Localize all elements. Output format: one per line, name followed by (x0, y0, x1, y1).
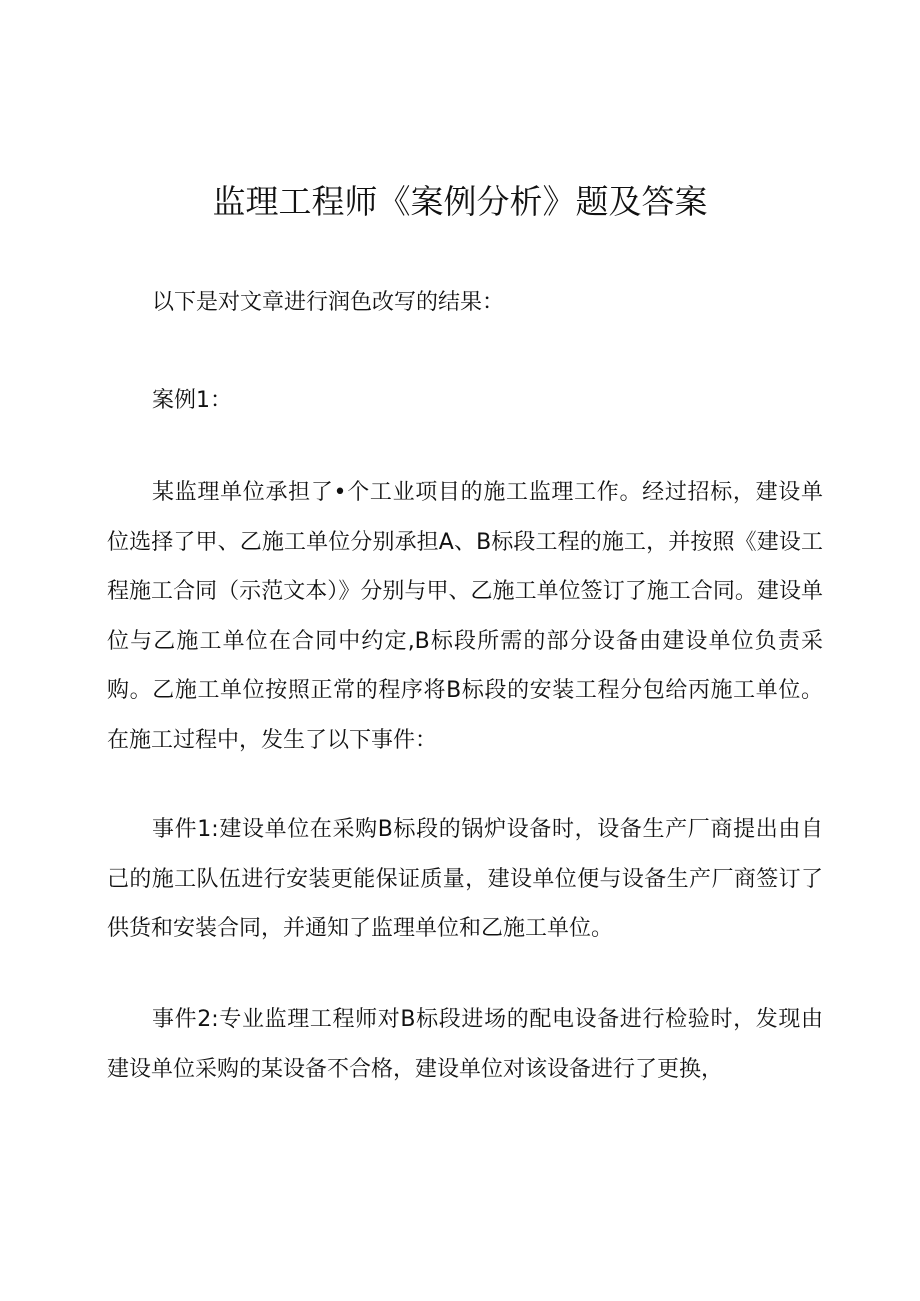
case-description-paragraph: 某监理单位承担了•个工业项目的施工监理工作。经过招标，建设单位选择了甲、乙施工单位分别承担A、B标段工程的施工，并按照《建设工程施工合同（示范文本）》分别与甲、乙施工单位签订了施工合同。建设单位与乙施工单位在合同中约定,B标段所需的部分设备由建设单位负责采购。乙施工单位按照正常的程序将B标段的安装工程分包给丙施工单位。在施工过程中，发生了以下事件： (107, 480, 823, 753)
case-heading: 案例1： (152, 388, 232, 413)
document-title: 监理工程师《案例分析》题及答案 (212, 182, 708, 221)
event-1-paragraph: 事件1:建设单位在采购B标段的锅炉设备时，设备生产厂商提出由自己的施工队伍进行安装更能保证质量，建设单位便与设备生产厂商签订了供货和安装合同，并通知了监理单位和乙施工单位。 (107, 817, 823, 941)
event-2-paragraph: 事件2:专业监理工程师对B标段进场的配电设备进行检验时，发现由建设单位采购的某设备不合格，建设单位对该设备进行了更换， (107, 1007, 823, 1082)
intro-paragraph: 以下是对文章进行润色改写的结果： (152, 290, 505, 315)
